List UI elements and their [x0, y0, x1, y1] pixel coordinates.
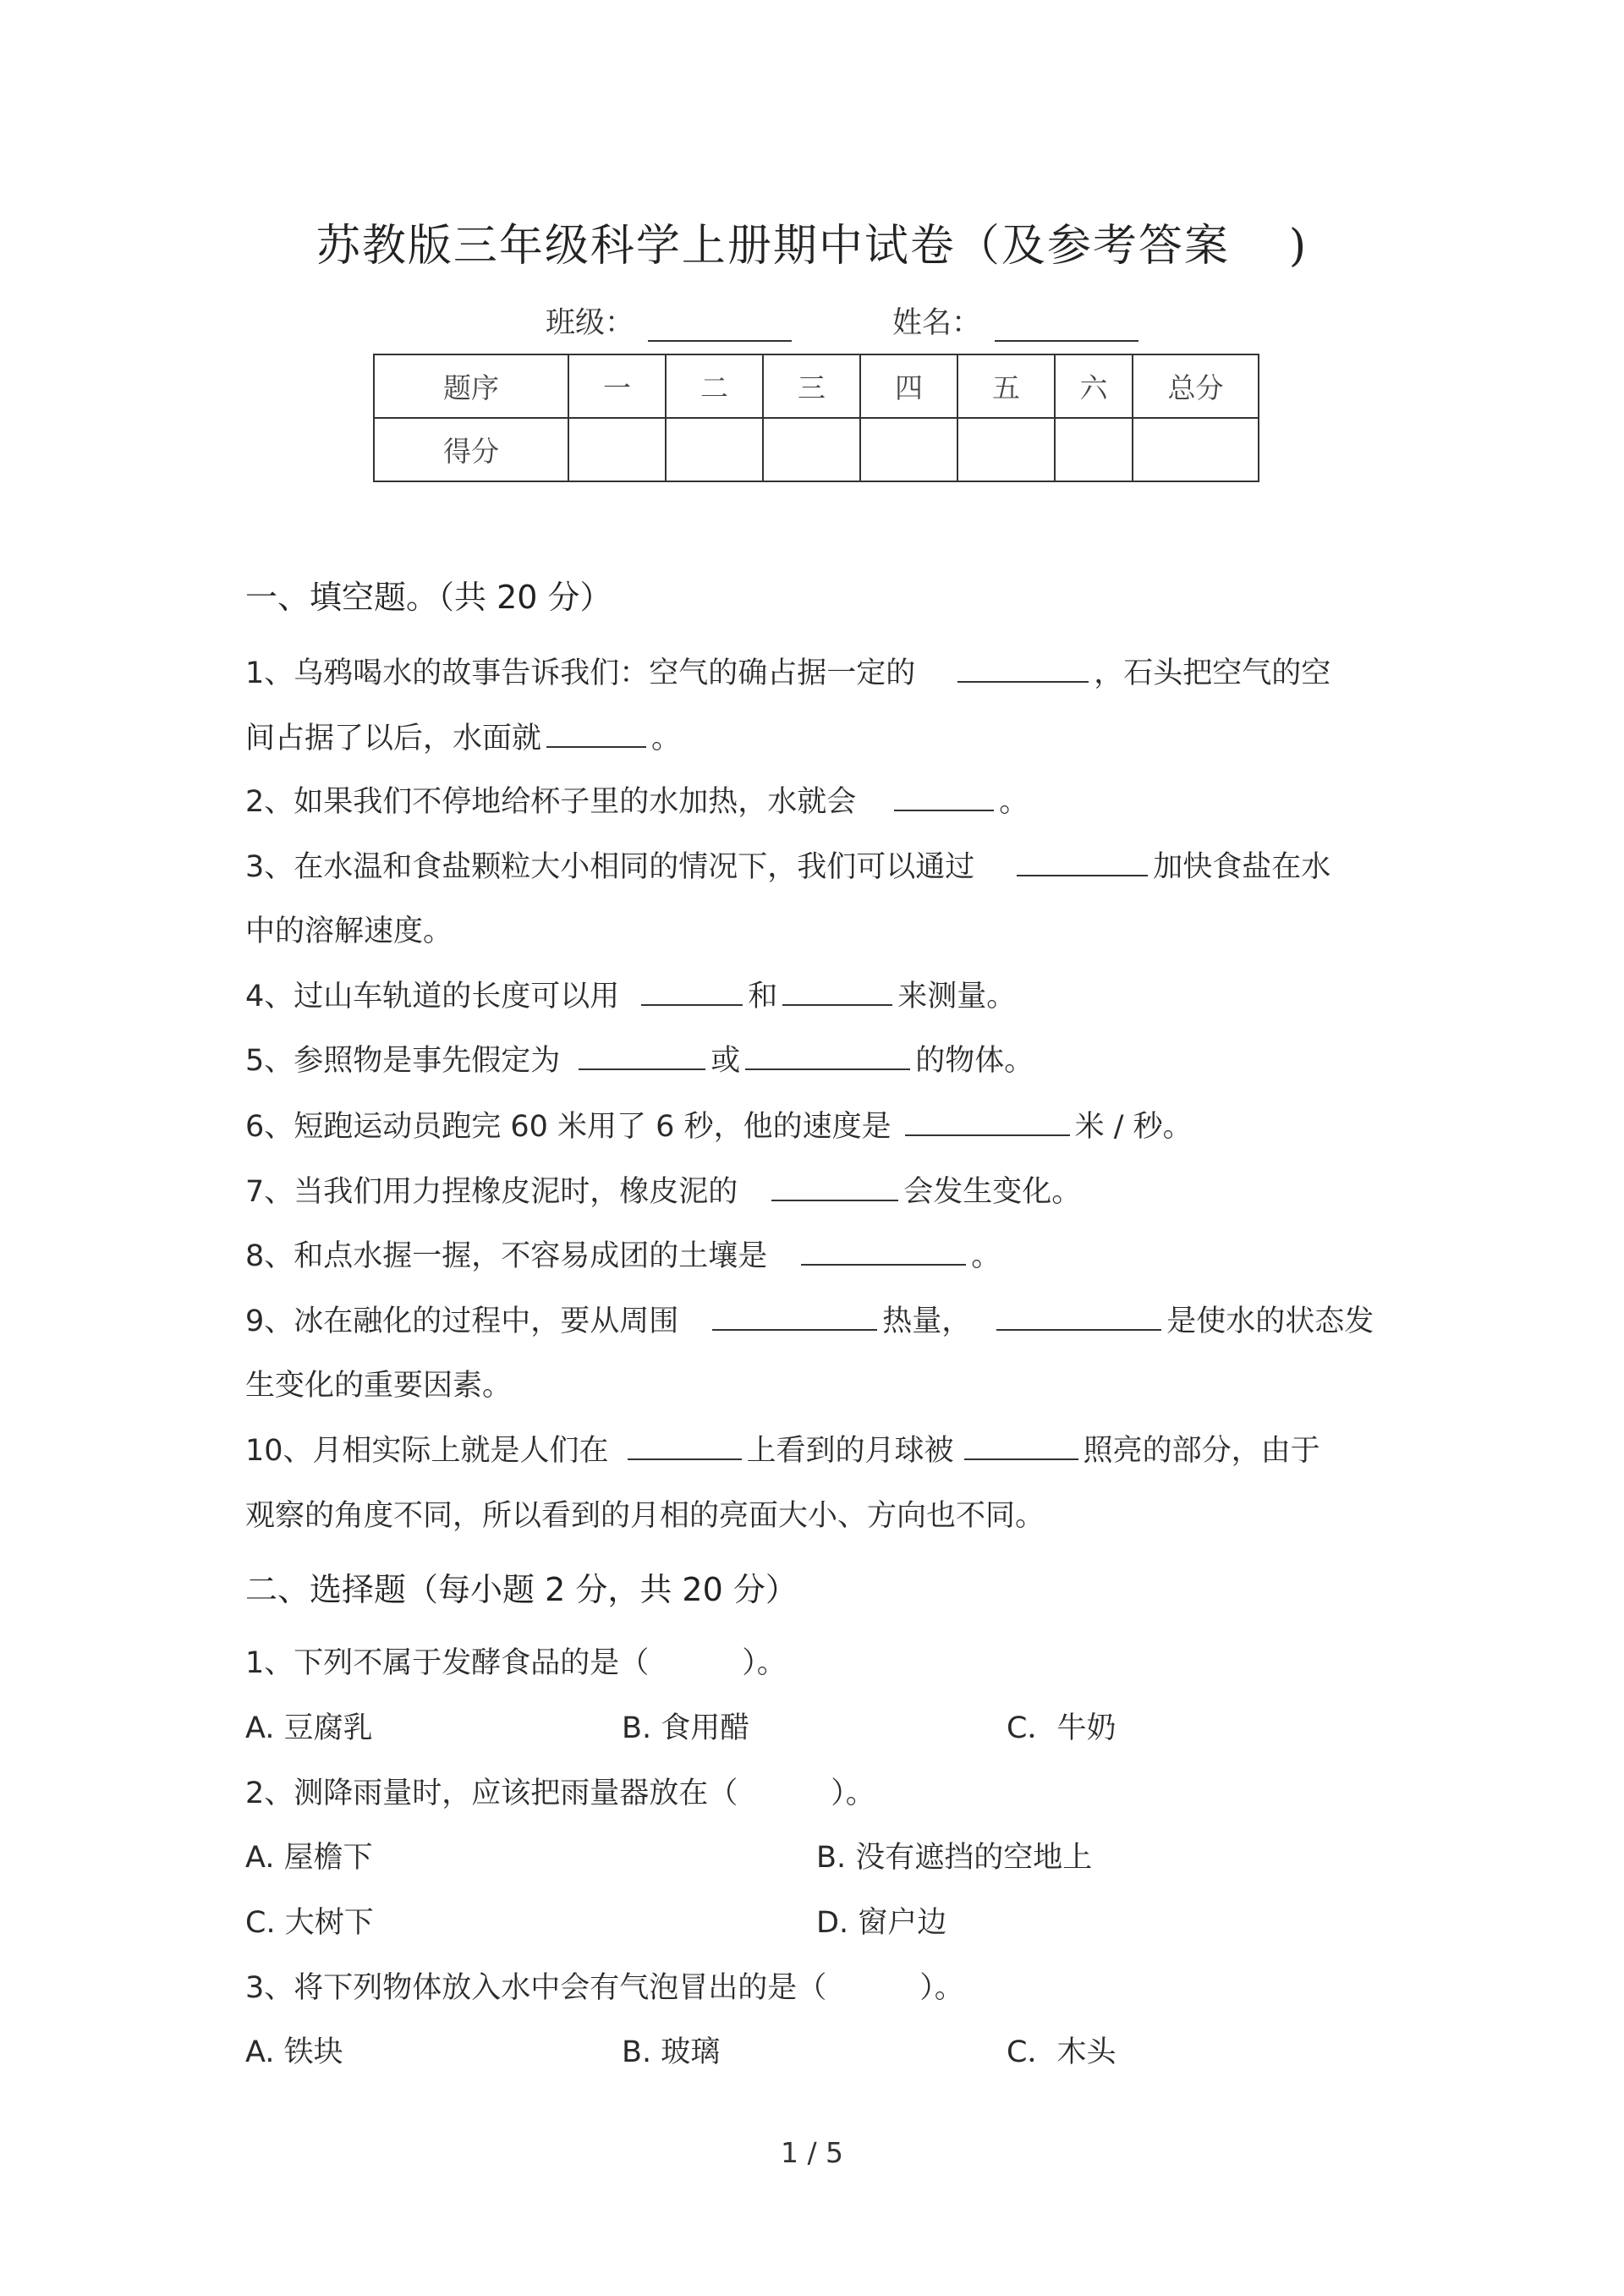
answer-blank[interactable]: [745, 1038, 910, 1070]
page-title: [0, 210, 1624, 273]
name-label: 姓名：: [892, 306, 982, 340]
q5-text: 5、参照物是事先假定为: [245, 1044, 561, 1078]
q10-text: 照亮的部分，由于: [1083, 1434, 1320, 1468]
section-2-heading: 二、选择题（每小题 2 分，共 20 分）: [245, 1571, 798, 1608]
option-d[interactable]: D. 窗户边: [816, 1906, 947, 1940]
q1-text: 间占据了以后，水面就: [245, 722, 542, 755]
score-cell[interactable]: [568, 418, 666, 481]
question-1-line-1: [245, 650, 1330, 692]
q1-text: ，石头把空气的空: [1094, 656, 1331, 690]
option-b[interactable]: B. 玻璃: [622, 2035, 721, 2069]
question-4: [245, 973, 1016, 1015]
question-7: [245, 1168, 1081, 1211]
name-field: [892, 299, 1138, 342]
option-a[interactable]: A. 铁块: [245, 2035, 343, 2069]
title-close-paren: ): [1288, 221, 1309, 272]
score-table-header-row: [374, 354, 1259, 418]
option-c[interactable]: C．木头: [1007, 2035, 1116, 2069]
q9-text: 热量，: [882, 1305, 972, 1338]
option-a[interactable]: A. 屋檐下: [245, 1841, 373, 1875]
class-label: 班级：: [546, 306, 635, 340]
question-10-line-1: [245, 1427, 1320, 1469]
question-3-line-1: [245, 843, 1330, 886]
answer-blank[interactable]: [771, 1169, 898, 1201]
header-cell: 二: [666, 354, 763, 418]
q7-text: 会发生变化。: [903, 1175, 1082, 1209]
q1-text: 。: [651, 722, 682, 755]
choice-q3-stem: 3、将下列物体放入水中会有气泡冒出的是（: [245, 1971, 827, 2005]
choice-q1-stem: ）。: [742, 1646, 787, 1680]
choice-question-3: [245, 1964, 964, 2007]
q6-text: 6、短跑运动员跑完 60 米用了 6 秒，他的速度是: [245, 1110, 892, 1144]
q5-text: 的物体。: [915, 1044, 1034, 1078]
q2-text: 。: [999, 785, 1029, 819]
page-number: 1 / 5: [780, 2136, 844, 2169]
question-5: [245, 1037, 1034, 1079]
score-table: [373, 354, 1259, 482]
question-3-line-2: 中的溶解速度。: [245, 915, 453, 948]
q8-text: 8、和点水握一握，不容易成团的土壤是: [245, 1239, 768, 1273]
answer-blank[interactable]: [894, 779, 994, 811]
header-cell: 四: [860, 354, 957, 418]
header-cell: 六: [1055, 354, 1133, 418]
choice-q2-stem: ）。: [831, 1777, 875, 1810]
option-b[interactable]: B. 食用醋: [622, 1711, 750, 1745]
q6-text: 米 / 秒。: [1074, 1110, 1193, 1144]
question-6: [245, 1103, 1193, 1145]
class-blank[interactable]: [648, 306, 792, 342]
answer-blank[interactable]: [996, 1299, 1161, 1331]
header-cell: 总分: [1133, 354, 1259, 418]
answer-blank[interactable]: [957, 651, 1089, 683]
answer-blank[interactable]: [712, 1299, 877, 1331]
answer-blank[interactable]: [628, 1428, 742, 1460]
q4-text: 4、过山车轨道的长度可以用: [245, 980, 620, 1013]
q10-text: 10、月相实际上就是人们在: [245, 1434, 609, 1468]
q10-text: 上看到的月球被: [746, 1434, 954, 1468]
header-cell: 五: [957, 354, 1055, 418]
score-cell[interactable]: [763, 418, 860, 481]
question-1-line-2: [245, 715, 681, 757]
score-table-score-row: [374, 418, 1259, 481]
header-cell: 三: [763, 354, 860, 418]
answer-blank[interactable]: [641, 974, 743, 1006]
section-1-heading: 一、填空题。（共 20 分）: [245, 579, 612, 616]
answer-blank[interactable]: [964, 1428, 1078, 1460]
q4-text: 来测量。: [897, 980, 1017, 1013]
header-cell: 题序: [374, 354, 568, 418]
q1-text: 1、乌鸦喝水的故事告诉我们：空气的确占据一定的: [245, 656, 916, 690]
answer-blank[interactable]: [801, 1233, 966, 1266]
option-c[interactable]: C．牛奶: [1007, 1711, 1116, 1745]
answer-blank[interactable]: [905, 1104, 1070, 1136]
q8-text: 。: [971, 1239, 1001, 1273]
score-cell[interactable]: [1055, 418, 1133, 481]
question-2: [245, 778, 1029, 821]
option-a[interactable]: A. 豆腐乳: [245, 1711, 373, 1745]
option-c[interactable]: C. 大树下: [245, 1906, 374, 1940]
choice-q2-stem: 2、测降雨量时，应该把雨量器放在（: [245, 1777, 738, 1810]
question-9-line-2: 生变化的重要因素。: [245, 1369, 513, 1403]
score-cell[interactable]: [860, 418, 957, 481]
row-label-cell: 得分: [374, 418, 568, 481]
title-text: 苏教版三年级科学上册期中试卷（及参考答案: [315, 221, 1230, 272]
question-9-line-1: [245, 1298, 1374, 1340]
q7-text: 7、当我们用力捏橡皮泥时，橡皮泥的: [245, 1175, 738, 1209]
choice-q1-stem: 1、下列不属于发酵食品的是（: [245, 1646, 650, 1680]
option-b[interactable]: B. 没有遮挡的空地上: [816, 1841, 1093, 1875]
score-cell[interactable]: [666, 418, 763, 481]
q3-text: 3、在水温和食盐颗粒大小相同的情况下，我们可以通过: [245, 850, 975, 884]
class-field: [546, 299, 792, 342]
answer-blank[interactable]: [1017, 844, 1148, 876]
choice-question-1: [245, 1640, 787, 1682]
q2-text: 2、如果我们不停地给杯子里的水加热，水就会: [245, 785, 857, 819]
q4-text: 和: [748, 980, 778, 1013]
header-cell: 一: [568, 354, 666, 418]
score-cell[interactable]: [1133, 418, 1259, 481]
question-10-line-2: 观察的角度不同，所以看到的月相的亮面大小、方向也不同。: [245, 1499, 1045, 1533]
score-cell[interactable]: [957, 418, 1055, 481]
choice-q3-stem: ）。: [919, 1971, 964, 2005]
q9-text: 是使水的状态发: [1166, 1305, 1374, 1338]
choice-question-2: [245, 1770, 875, 1812]
q5-text: 或: [710, 1044, 741, 1078]
name-blank[interactable]: [995, 306, 1138, 342]
answer-blank[interactable]: [546, 716, 646, 748]
q9-text: 9、冰在融化的过程中，要从周围: [245, 1305, 679, 1338]
answer-blank[interactable]: [782, 974, 892, 1006]
q3-text: 加快食盐在水: [1153, 850, 1331, 884]
answer-blank[interactable]: [579, 1038, 705, 1070]
question-8: [245, 1233, 1001, 1275]
